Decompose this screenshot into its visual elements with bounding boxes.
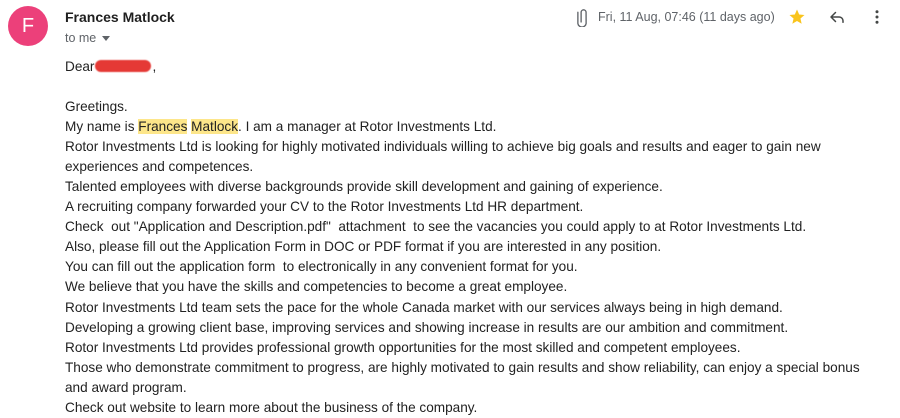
- salutation-comma: ,: [152, 59, 157, 74]
- body-line: Those who demonstrate commitment to progress, are highly motivated to gain results and show reliability, can enjoy a special bonus and award program.: [65, 359, 864, 395]
- salutation-text: Dear: [65, 59, 95, 74]
- reply-icon[interactable]: [828, 8, 846, 26]
- body-line: Check out website to learn more about the business of the company.: [65, 399, 478, 415]
- body-line: Developing a growing client base, improving services and showing increase in results are our ambition and commitment.: [65, 319, 789, 335]
- message-actions: [788, 8, 886, 26]
- highlighted-first-name: Frances: [138, 119, 188, 135]
- intro-prefix: My name is: [65, 119, 139, 135]
- recipient-label: to me: [65, 31, 97, 45]
- intro-line: [65, 117, 885, 137]
- blank-line: [65, 77, 885, 97]
- sender-name[interactable]: Frances Matlock: [65, 9, 175, 25]
- body-line: Rotor Investments Ltd team sets the pace for the whole Canada market with our services always being in high demand.: [65, 299, 783, 315]
- sender-avatar[interactable]: F: [8, 6, 48, 46]
- highlighted-last-name: Matlock: [191, 119, 239, 135]
- redacted-name-mark: [95, 60, 151, 72]
- timestamp: Fri, 11 Aug, 07:46 (11 days ago): [598, 10, 775, 24]
- body-line: Also, please fill out the Application Form in DOC or PDF format if you are interested in any position.: [65, 239, 662, 255]
- more-vert-icon[interactable]: [868, 8, 886, 26]
- star-icon[interactable]: [788, 8, 806, 26]
- email-body: [65, 57, 885, 418]
- recipient-details-toggle[interactable]: [65, 31, 110, 45]
- body-line: Rotor Investments Ltd is looking for highly motivated individuals willing to achieve big goals and results and eager to gain new experiences and competences.: [65, 139, 825, 175]
- intro-suffix: . I am a manager at Rotor Investments Ltd.: [238, 119, 497, 135]
- caret-down-icon: [102, 36, 110, 41]
- body-line: We believe that you have the skills and competencies to become a great employee.: [65, 279, 568, 295]
- body-line: Rotor Investments Ltd provides professional growth opportunities for the most skilled and competent employees.: [65, 339, 741, 355]
- body-line: You can fill out the application form to electronically in any convenient format for you.: [65, 259, 578, 275]
- body-line: Check out "Application and Description.pdf" attachment to see the vacancies you could apply to at Rotor Investments Ltd.: [65, 219, 807, 235]
- body-line: Talented employees with diverse backgrounds provide skill development and gaining of experience.: [65, 179, 663, 195]
- body-line: A recruiting company forwarded your CV to the Rotor Investments Ltd HR department.: [65, 199, 584, 215]
- greeting: Greetings.: [65, 99, 128, 115]
- message-meta: [572, 7, 775, 27]
- salutation: [65, 57, 885, 77]
- paperclip-icon: [572, 7, 592, 27]
